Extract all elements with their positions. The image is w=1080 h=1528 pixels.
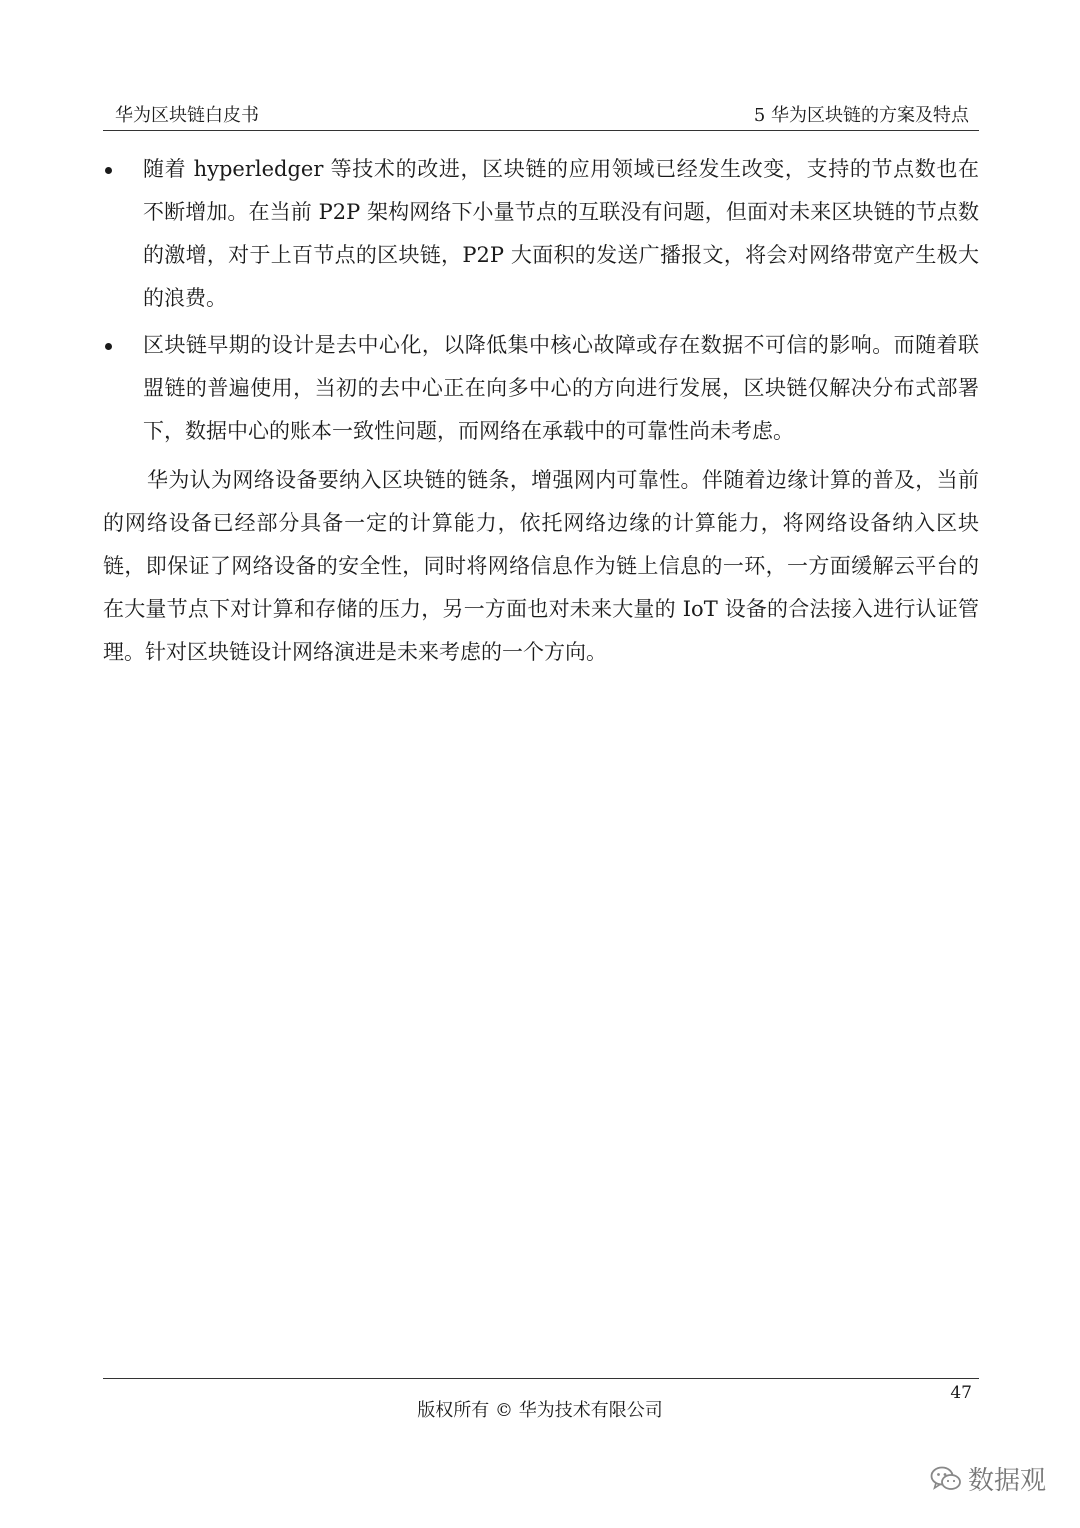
watermark [930, 1460, 1046, 1497]
bullet-text: 区块链早期的设计是去中心化，以降低集中核心故障或存在数据不可信的影响。而随着联盟链的普遍使用，当初的去中心正在向多中心的方向进行发展，区块链仅解决分布式部署下，数据中心的账本一致性问题，而网络在承载中的可靠性尚未考虑。 [143, 333, 979, 443]
footer-divider [103, 1378, 979, 1379]
chapter-title: 5 华为区块链的方案及特点 [753, 105, 969, 126]
body-paragraph: 华为认为网络设备要纳入区块链的链条，增强网内可靠性。伴随着边缘计算的普及，当前的网络设备已经部分具备一定的计算能力，依托网络边缘的计算能力，将网络设备纳入区块链，即保证了网络设备的安全性，同时将网络信息作为链上信息的一环，一方面缓解云平台的在大量节点下对计算和存储的压力，另一方面也对未来大量的 IoT 设备的合法接入进行认证管理。针对区块链设计网络演进是未来考虑的一个方向。 [103, 468, 979, 664]
page-number: 47 [950, 1383, 972, 1403]
page-content [103, 148, 979, 674]
watermark-text: 数据观 [967, 1466, 1046, 1496]
bullet-text: 随着 hyperledger 等技术的改进，区块链的应用领域已经发生改变，支持的节点数也在不断增加。在当前 P2P 架构网络下小量节点的互联没有问题，但面对未来区块链的节点数的激增，对于上百节点的区块链，P2P 大面积的发送广播报文，将会对网络带宽产生极大的浪费。 [143, 157, 979, 310]
bullet-icon [105, 343, 112, 350]
page-header [103, 104, 979, 131]
copyright-notice: 版权所有 © 华为技术有限公司 [417, 1400, 663, 1421]
bullet-item-decentralization [103, 324, 979, 453]
wechat-icon [930, 1465, 962, 1493]
bullet-item-hyperledger [103, 148, 979, 320]
document-title: 华为区块链白皮书 [115, 105, 259, 126]
bullet-list [103, 148, 979, 453]
bullet-icon [105, 167, 112, 174]
